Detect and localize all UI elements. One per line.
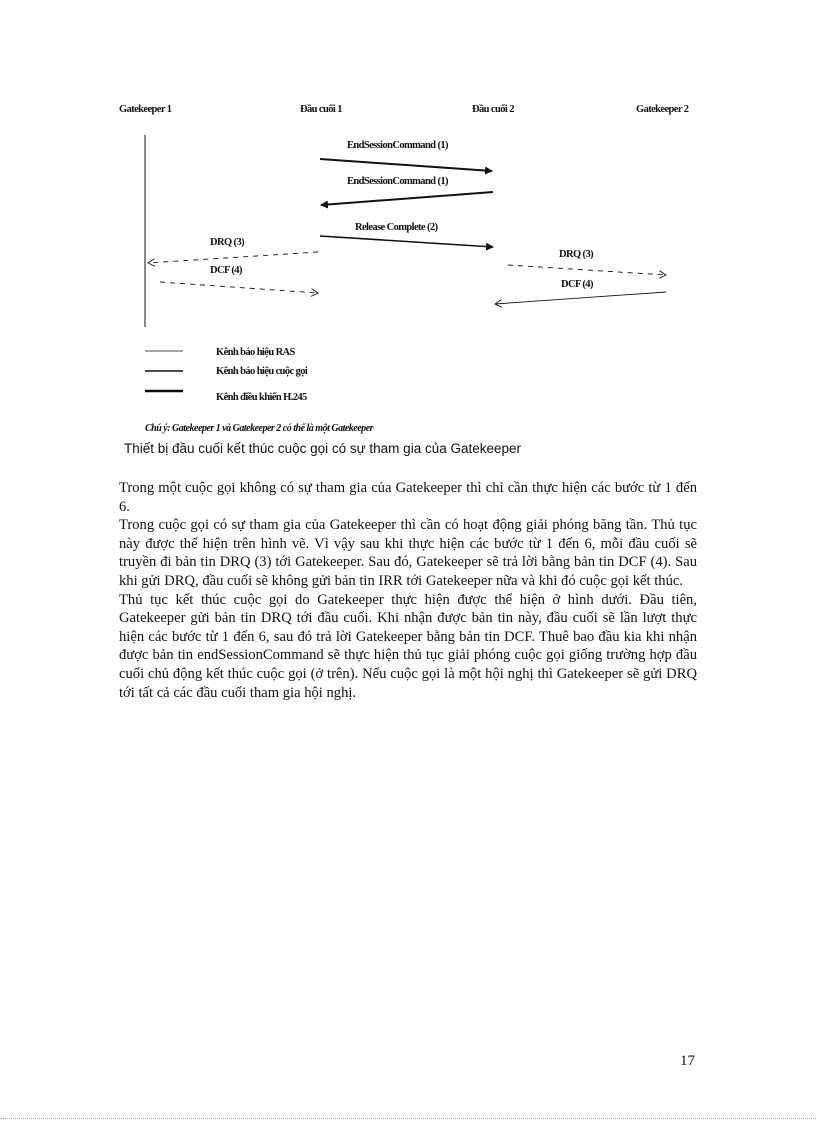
entity-gatekeeper-1: Gatekeeper 1 <box>119 104 172 115</box>
page-bottom-divider <box>0 1118 816 1119</box>
legend-label-call-signaling: Kênh báo hiệu cuộc gọi <box>216 366 308 377</box>
message-endsession-1: EndSessionCommand (1) <box>347 140 448 151</box>
message-dcf-left: DCF (4) <box>210 265 242 276</box>
entity-terminal-1: Đầu cuối 1 <box>300 104 342 115</box>
arrow-dcf-right <box>495 292 666 304</box>
entity-gatekeeper-2: Gatekeeper 2 <box>636 104 689 115</box>
body-text <box>119 479 697 702</box>
arrow-release-complete <box>320 236 493 247</box>
figure-caption: Thiết bị đầu cuối kết thúc cuộc gọi có sự tham gia của Gatekeeper <box>124 441 522 456</box>
message-dcf-right: DCF (4) <box>561 279 593 290</box>
page-number: 17 <box>680 1053 695 1069</box>
paragraph: Thủ tục kết thúc cuộc gọi do Gatekeeper thực hiện được thể hiện ở hình dưới. Đầu tiên, Gatekeeper gửi bản tin DRQ tới đầu cuối. Khi nhận được bản tin này, đầu cuối sẽ lần lượt thực hiện các bước từ 1 đến 6, sau đó trả lời Gatekeeper bằng bản tin DCF. Thuê bao đầu kia khi nhận được bản tin endSessionCommand sẽ thực hiện thủ tục giải phóng cuộc gọi giống trường hợp đầu cuối chủ động kết thúc cuộc gọi (ở trên). Nếu cuộc gọi là một hội nghị thì Gatekeeper sẽ gửi DRQ tới tất cả các đầu cuối tham gia hội nghị. <box>119 591 697 701</box>
paragraph: Trong cuộc gọi có sự tham gia của Gatekeeper thì cần có hoạt động giải phóng băng tần. Thủ tục này được thể hiện trên hình vẽ. Vì vậy sau khi thực hiện các bước từ 1 đến 6, mỗi đầu cuối sẽ truyền đi bản tin DRQ (3) tới Gatekeeper. Sau đó, Gatekeeper sẽ trả lời bằng bản tin DCF (4). Sau khi gửi DRQ, đầu cuối sẽ không gửi bản tin IRR tới Gatekeeper nữa và khi đó cuộc gọi kết thúc. <box>119 517 697 589</box>
arrow-drq-right <box>508 265 666 275</box>
diagram-note: Chú ý: Gatekeeper 1 và Gatekeeper 2 có thể là một Gatekeeper <box>145 423 373 434</box>
legend-label-ras: Kênh báo hiệu RAS <box>216 347 295 358</box>
arrow-drq-left <box>148 252 318 263</box>
legend-label-h245: Kênh điều khiển H.245 <box>216 392 307 403</box>
arrow-endsession-left <box>321 192 493 205</box>
entity-terminal-2: Đầu cuối 2 <box>472 104 514 115</box>
message-endsession-2: EndSessionCommand (1) <box>347 176 448 187</box>
arrow-endsession-right <box>320 159 492 171</box>
sequence-diagram <box>0 0 816 440</box>
message-drq-right: DRQ (3) <box>559 249 594 260</box>
arrow-dcf-left <box>160 282 318 293</box>
message-drq-left: DRQ (3) <box>210 237 245 248</box>
message-release-complete: Release Complete (2) <box>355 222 438 233</box>
diagram-graphics <box>0 0 816 440</box>
paragraph: Trong một cuộc gọi không có sự tham gia của Gatekeeper thì chỉ cần thực hiện các bước từ 1 đến 6. <box>119 480 697 515</box>
